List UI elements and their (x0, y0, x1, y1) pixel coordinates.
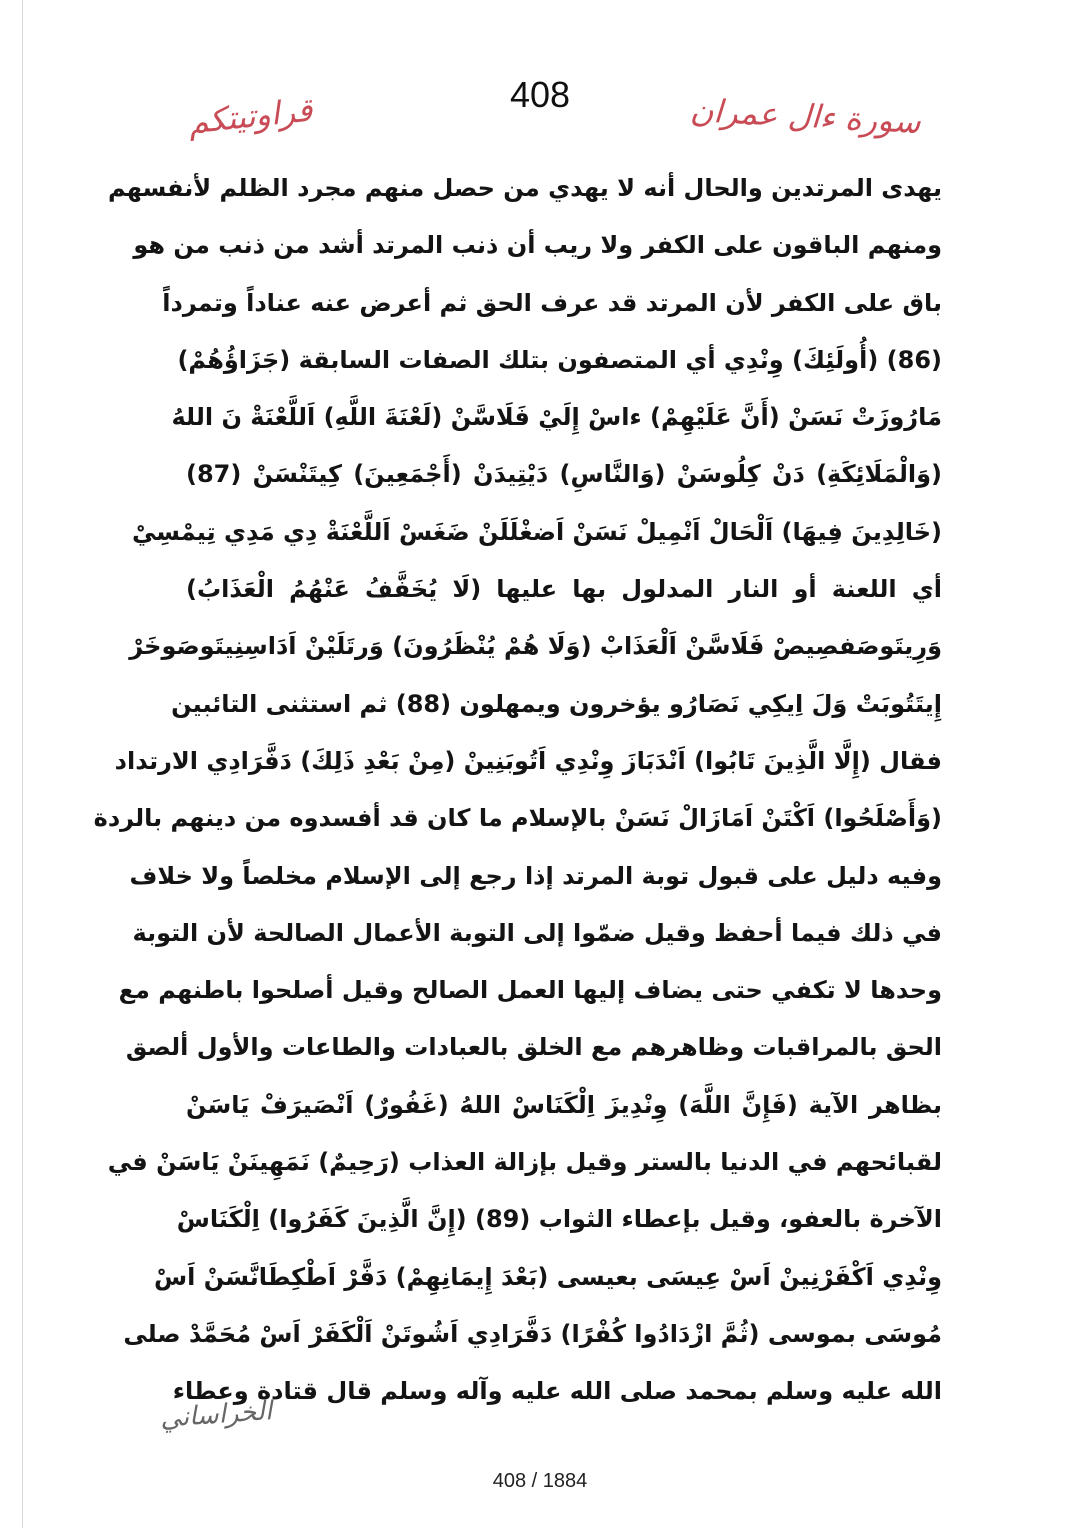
text-line: وحدها لا تكفي حتى يضاف إليها العمل الصالح وقيل أصلحوا باطنهم مع (118, 976, 942, 1005)
text-line: يهدى المرتدين والحال أنه لا يهدي من حصل منهم مجرد الظلم لأنفسهم (107, 174, 942, 202)
text-line: بظاهر الآية (فَإِنَّ اللَّهَ) وِنْدِيزَ اِلْكَنَاسْ اللهُ (غَفُورٌ) اَنْصَيرَفْ يَاسَنْ (186, 1090, 942, 1119)
text-line: الحق بالمراقبات وظاهرهم مع الخلق بالعبادات والطاعات والأول ألصق (125, 1033, 942, 1062)
text-line: (86) (أُولَئِكَ) وِنْدِي أي المتصفون بتلك الصفات السابقة (جَزَاؤُهُمْ) (177, 345, 942, 374)
text-body (93, 160, 942, 1421)
text-line: لقبائحهم في الدنيا بالستر وقيل بإزالة العذاب (رَحِيمٌ) نَمَهِينَنْ يَاسَنْ في (107, 1148, 942, 1177)
text-line: مَارُوزَتْ نَسَنْ (أَنَّ عَلَيْهِمْ) ءاسْ إِلَيْ فَلَاسَّنْ (لَعْنَةَ اللَّهِ) اَللَّعْنَةْ نَ اللهُ (171, 403, 942, 432)
text-line: باق على الكفر لأن المرتد قد عرف الحق ثم أعرض عنه عناداً وتمرداً (162, 288, 942, 317)
text-line: وِنْدِي اَكْفَرْنِينْ اَسْ عِيسَى بعيسى (بَعْدَ إِيمَانِهِمْ) دَفَّرْ اَطْكِطَانَّسَنْ اَسْ (154, 1262, 942, 1291)
text-line: أي اللعنة أو النار المدلول بها عليها (لَا يُخَفَّفُ عَنْهُمُ الْعَذَابُ) (186, 575, 942, 604)
page-counter: 408 / 1884 (492, 1470, 588, 1492)
page-number: 408 (509, 74, 571, 115)
text-line: وفيه دليل على قبول توبة المرتد إذا رجع إلى الإسلام مخلصاً ولا خلاف (129, 861, 942, 890)
text-line: في ذلك فيما أحفظ وقيل ضمّوا إلى التوبة الأعمال الصالحة لأن التوبة (132, 918, 942, 947)
text-line: (وَأَصْلَحُوا) اَكْتَنْ اَمَازَالْ نَسَنْ بالإسلام ما كان قد أفسدوه من دينهم بالردة (93, 804, 942, 833)
text-line: (خَالِدِينَ فِيهَا) اَلْحَالْ اَنْمِيلْ نَسَنْ اَضغْلَلَنْ ضَغَسْ اَللَّعْنَةْ دِي مَدِي تِيمْسِيْ (132, 517, 942, 546)
text-line: وَرِيتَوصَفصِيصْ فَلَاسَّنْ اَلْعَذَابْ (وَلَا هُمْ يُنْظَرُونَ) وَرتَلَيْنْ اَدَاسِنِيتَوصَوخَرْ (129, 632, 942, 661)
handwritten-surah-title: سورة ءال عمران (689, 90, 922, 142)
text-line: الله عليه وسلم بمحمد صلى الله عليه وآله وسلم قال قتادة وعطاء (172, 1377, 942, 1406)
scan-edge-line (22, 0, 23, 1528)
text-line: (وَالْمَلَائِكَةِ) دَنْ كِلُوسَنْ (وَالنَّاسِ) دَيْتِيدَنْ (أَجْمَعِينَ) كِيتَنْسَنْ (87) (186, 460, 942, 489)
handwritten-note-bottom: الخراساني (159, 1396, 274, 1434)
text-line: ومنهم الباقون على الكفر ولا ريب أن ذنب المرتد أشد من ذنب من هو (133, 231, 942, 260)
handwritten-note-left: قراوتيتكم (186, 90, 315, 142)
text-line: الآخرة بالعفو، وقيل بإعطاء الثواب (89) (إِنَّ الَّذِينَ كَفَرُوا) اِلْكَنَاسْ (176, 1205, 942, 1234)
text-line: فقال (إِلَّا الَّذِينَ تَابُوا) اَنْدَبَازَ وِنْدِي اَتُوبَنِينْ (مِنْ بَعْدِ ذَلِكَ) دَفَّرَادِي الارتداد (114, 746, 942, 775)
text-line: إِيتَتُوبَتْ وَلَ اِيكِي نَصَارُو يؤخرون ويمهلون (88) ثم استثنى التائبين (171, 689, 942, 718)
text-line: مُوسَى بموسى (ثُمَّ ازْدَادُوا كُفْرًا) دَفَّرَادِي اَشُوتَنْ اَلْكَفَرْ اَسْ مُحَمَّدْ صلى (123, 1319, 942, 1348)
